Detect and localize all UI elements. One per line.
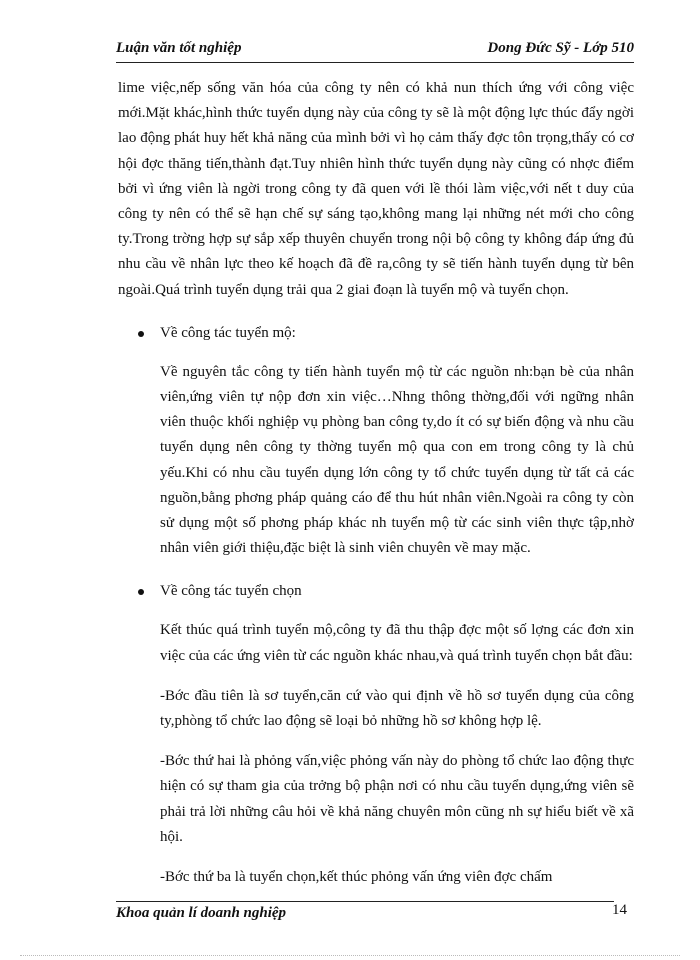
- section-selection-heading: [118, 579, 634, 604]
- bullet-icon: [138, 331, 144, 337]
- intro-paragraph: lime việc,nếp sống văn hóa của công ty nên có khả nun thích ứng với công việc mới.Mặt khác,hình thức tuyển dụng này của công ty sẽ là một động lực thúc đẩy ngời lao động phát huy hết khả năng của mình bởi vì họ cảm thấy đợc tôn trọng,thấy có cơ hội đợc thăng tiến,thành đạt.Tuy nhiên hình thức tuyển dụng này cũng có nhợc điểm bởi vì ứng viên là ngời trong công ty đã quen với lề thói làm việc,với nết t duy của công ty nên có thể sẽ hạn chế sự sáng tạo,không mang lại những nét mới cho công ty.Trong trờng hợp sự sắp xếp thuyên chuyển trong nội bộ công ty không đáp ứng đủ nhu cầu về nhân lực theo kế hoạch đã đề ra,công ty sẽ tiến hành tuyển dụng từ bên ngoài.Quá trình tuyển dụng trải qua 2 giai đoạn là tuyển mộ và tuyển chọn.: [118, 80, 634, 298]
- selection-paragraph: Kết thúc quá trình tuyển mộ,công ty đã thu thập đợc một số lợng các đơn xin việc của các ứng viên từ các nguồn khác nhau,và quá trình tuyển chọn bắt đầu:: [160, 622, 634, 664]
- step-paragraph: -Bớc đầu tiên là sơ tuyển,căn cứ vào qui định về hồ sơ tuyển dụng của công ty,phòng tổ chức lao động sẽ loại bỏ những hồ sơ không hợp lệ.: [160, 687, 634, 730]
- section-title: Về công tác tuyển chọn: [160, 583, 302, 600]
- recruitment-paragraph: Về nguyên tắc công ty tiến hành tuyển mộ từ các nguồn nh:bạn bè của nhân viên,ứng viên tự nộp đơn xin việc…Nhng thông thờng,đối với ngững nhân viên thuộc khối nghiệp vụ phòng ban công ty,do ít có sự biến động và nhu cầu tuyển dụng nên công ty thờng tuyển mộ qua con em trong công ty là chủ yếu.Khi có nhu cầu tuyển dụng lớn công ty tổ chức tuyển dụng từ tất cả các nguồn,bằng phơng pháp quảng cáo để thu hút nhân viên.Ngoài ra công ty còn sử dụng một số phơng pháp khác nh tuyển mộ từ các sinh viên thực tập,nhờ nhân viên giới thiệu,đặc biệt là sinh viên chuyên về may mặc.: [160, 363, 634, 557]
- document-body: [118, 76, 634, 905]
- section-recruitment-heading: [118, 321, 634, 346]
- step-paragraph: -Bớc thứ hai là phỏng vấn,việc phỏng vấn này do phòng tổ chức lao động thực hiện có sự tham gia của trởng bộ phận nơi có nhu cầu tuyển dụng,ứng viên sẽ phải trả lời những câu hỏi về khả năng chuyên môn cũng nh sự hiểu biết về xã hội.: [160, 753, 634, 845]
- page-break-line: [20, 955, 680, 956]
- header-author: Dong Đức Sỹ - Lớp 510: [487, 40, 634, 56]
- header-thesis-title: Luận văn tốt nghiệp: [116, 40, 242, 56]
- footer-faculty: Khoa quản lí doanh nghiệp: [116, 905, 287, 921]
- page-header: [116, 38, 634, 63]
- footer-divider: [116, 901, 614, 902]
- bullet-icon: [138, 589, 144, 595]
- page-number: 14: [612, 902, 627, 918]
- section-title: Về công tác tuyển mộ:: [160, 324, 296, 341]
- step-paragraph: -Bớc thứ ba là tuyển chọn,kết thúc phỏng vấn ứng viên đợc chấm: [160, 869, 553, 886]
